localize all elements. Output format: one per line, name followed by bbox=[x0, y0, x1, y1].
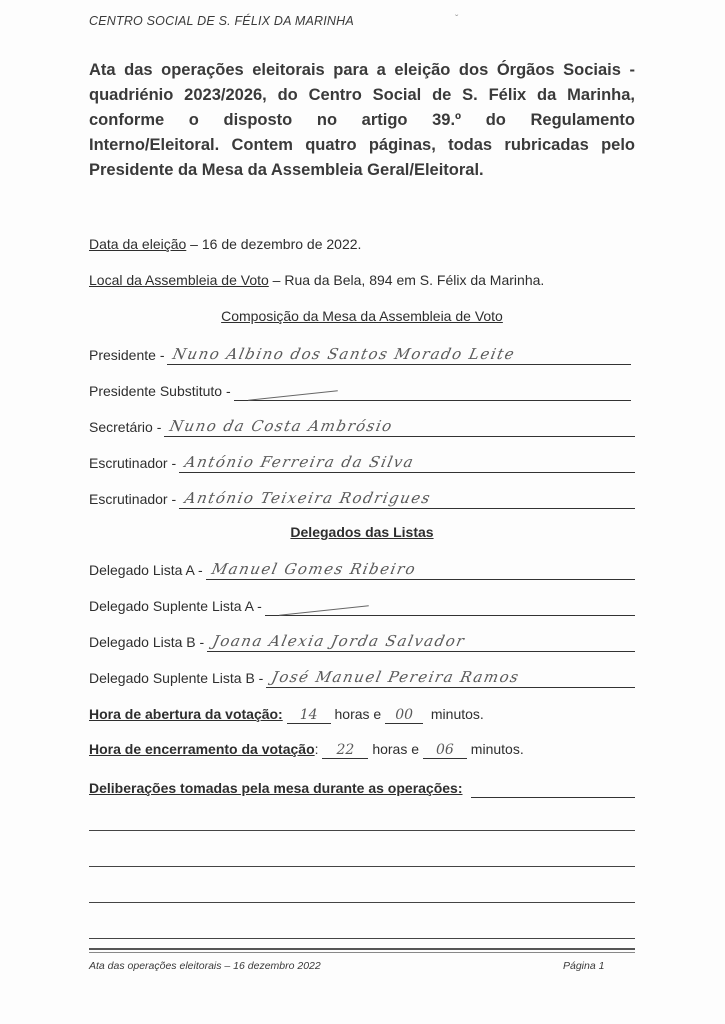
election-date-value: – 16 de dezembro de 2022. bbox=[186, 236, 362, 252]
signature-line[interactable] bbox=[179, 488, 635, 509]
board-row-scrutineer-1 bbox=[89, 451, 635, 473]
signature: José Manuel Pereira Ramos bbox=[270, 668, 522, 686]
signature: Nuno da Costa Ambrósio bbox=[168, 417, 396, 435]
signature-line[interactable] bbox=[234, 380, 631, 401]
footer-divider bbox=[89, 952, 635, 953]
venue-value: – Rua da Bela, 894 em S. Félix da Marinha. bbox=[268, 272, 545, 288]
row-label: Presidente Substituto - bbox=[89, 383, 231, 399]
hours-word: horas e bbox=[334, 706, 382, 722]
page-number: Página 1 bbox=[563, 960, 605, 972]
deliberations-label: Deliberações tomadas pela mesa durante as operações: bbox=[89, 780, 463, 796]
writing-line[interactable] bbox=[89, 866, 635, 867]
row-label: Delegado Suplente Lista B - bbox=[89, 670, 264, 686]
closing-hours-field[interactable]: 22 bbox=[322, 742, 368, 759]
delegate-row-list-b bbox=[89, 630, 635, 652]
blank-stroke bbox=[279, 605, 369, 615]
minutes-word: minutos. bbox=[470, 741, 524, 757]
closing-label: Hora de encerramento da votação bbox=[89, 741, 315, 757]
row-label: Presidente - bbox=[89, 347, 165, 363]
board-row-president bbox=[89, 343, 631, 365]
row-label: Secretário - bbox=[89, 419, 162, 435]
writing-line[interactable] bbox=[89, 902, 635, 903]
opening-minutes-field[interactable]: 00 bbox=[385, 707, 423, 724]
footer-divider bbox=[89, 948, 635, 950]
title-line: Interno/Eleitoral. Contem quatro páginas, todas rubricadas pelo bbox=[89, 136, 635, 154]
footer-text: Ata das operações eleitorais – 16 dezembro 2022 bbox=[89, 960, 321, 972]
opening-time bbox=[89, 706, 484, 724]
hours-word: horas e bbox=[372, 741, 420, 757]
row-label: Escrutinador - bbox=[89, 455, 177, 471]
signature: Joana Alexia Jorda Salvador bbox=[211, 632, 468, 650]
signature-line[interactable] bbox=[265, 595, 635, 616]
closing-minutes-field[interactable]: 06 bbox=[423, 742, 467, 759]
signature-line[interactable] bbox=[207, 631, 635, 652]
signature: António Teixeira Rodrigues bbox=[183, 489, 434, 507]
title-line: conforme o disposto no artigo 39.º do Regulamento bbox=[89, 111, 635, 129]
signature: Nuno Albino dos Santos Morado Leite bbox=[171, 345, 518, 363]
signature-line[interactable] bbox=[179, 452, 635, 473]
minutes-word: minutos. bbox=[430, 706, 484, 722]
opening-label: Hora de abertura da votação: bbox=[89, 706, 283, 722]
title-line: quadriénio 2023/2026, do Centro Social de S. Félix da Marinha, bbox=[89, 86, 635, 104]
writing-line[interactable] bbox=[89, 938, 635, 939]
title-line: Ata das operações eleitorais para a eleição dos Órgãos Sociais - bbox=[89, 61, 635, 79]
signature: Manuel Gomes Ribeiro bbox=[209, 560, 418, 578]
row-label: Delegado Lista B - bbox=[89, 634, 205, 650]
venue-label: Local da Assembleia de Voto bbox=[89, 272, 269, 288]
venue bbox=[89, 272, 544, 288]
document-header: CENTRO SOCIAL DE S. FÉLIX DA MARINHA bbox=[89, 14, 354, 28]
board-row-secretary bbox=[89, 415, 635, 437]
delegate-row-list-a bbox=[89, 558, 635, 580]
signature-line[interactable] bbox=[266, 667, 635, 688]
opening-hours-field[interactable]: 14 bbox=[287, 707, 331, 724]
closing-colon: : bbox=[314, 741, 319, 757]
delegates-heading: Delegados das Listas bbox=[290, 524, 434, 540]
signature-line[interactable] bbox=[206, 559, 635, 580]
delegate-row-substitute-list-b bbox=[89, 666, 635, 688]
row-label: Delegado Suplente Lista A - bbox=[89, 598, 262, 614]
election-date bbox=[89, 236, 361, 252]
deliberations-line[interactable] bbox=[471, 777, 636, 798]
board-heading: Composição da Mesa da Assembleia de Voto bbox=[221, 308, 503, 324]
title-line: Presidente da Mesa da Assembleia Geral/Eleitoral. bbox=[89, 161, 484, 179]
row-label: Escrutinador - bbox=[89, 491, 177, 507]
election-date-label: Data da eleição bbox=[89, 236, 187, 252]
board-row-vice-president bbox=[89, 379, 631, 401]
scan-mark: ˇ bbox=[455, 14, 459, 25]
board-row-scrutineer-2 bbox=[89, 487, 635, 509]
signature: António Ferreira da Silva bbox=[183, 453, 417, 471]
writing-line[interactable] bbox=[89, 830, 635, 831]
blank-stroke bbox=[248, 390, 338, 400]
closing-time bbox=[89, 741, 524, 759]
signature-line[interactable] bbox=[164, 416, 635, 437]
signature-line[interactable] bbox=[167, 344, 631, 365]
row-label: Delegado Lista A - bbox=[89, 562, 203, 578]
delegate-row-substitute-list-a bbox=[89, 594, 635, 616]
document-title bbox=[89, 58, 635, 183]
deliberations-row bbox=[89, 776, 635, 798]
